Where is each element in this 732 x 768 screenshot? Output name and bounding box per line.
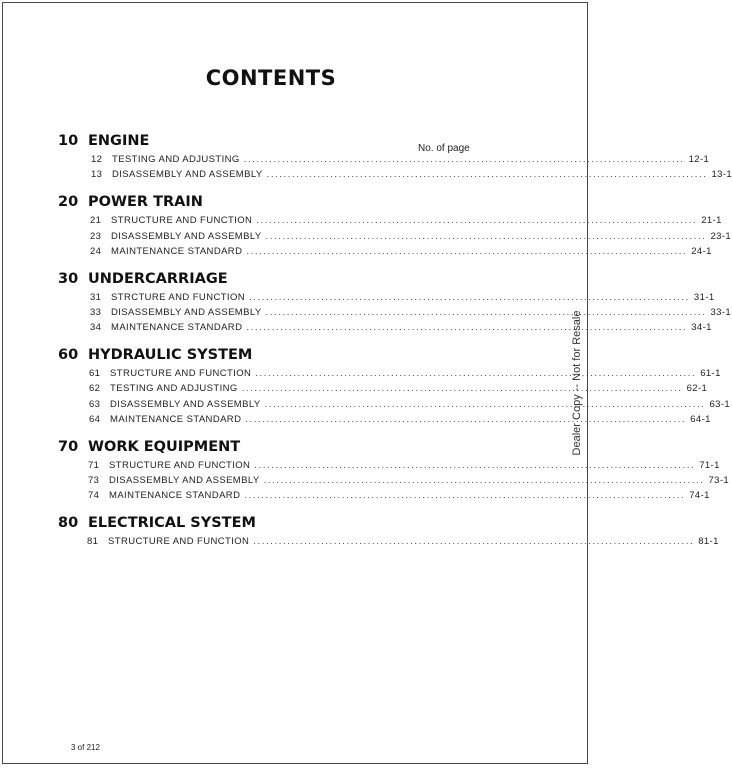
leader-dots: ........................................................................................................ [243,154,685,165]
no-of-page-label: No. of page [418,143,470,154]
leader-dots: ........................................................................................................ [254,460,696,471]
entry-page: 31-1 [693,292,715,303]
leader-dots: ........................................................................................................ [265,307,707,318]
leader-dots: ........................................................................................................ [244,490,686,501]
toc-entry[interactable] [91,169,732,183]
entry-number: 81 [87,536,99,547]
toc-entry[interactable] [89,383,708,397]
toc-entry[interactable] [90,322,712,336]
entry-title: DISASSEMBLY AND ASSEMBLY [111,231,262,242]
entry-page: 13-1 [711,169,732,180]
toc-entry[interactable] [88,475,730,489]
entry-number: 12 [91,154,103,165]
section-number: 70 [58,439,79,455]
entry-number: 31 [90,292,102,303]
entry-number: 74 [88,490,100,501]
section-title: ELECTRICAL SYSTEM [88,515,256,531]
entry-page: 63-1 [709,399,731,410]
entry-number: 21 [90,215,102,226]
entry-number: 64 [89,414,101,425]
section-number: 20 [58,194,79,210]
entry-title: TESTING AND ADJUSTING [112,154,240,165]
leader-dots: ........................................................................................................ [249,292,690,303]
toc-entry[interactable] [90,231,732,245]
entry-number: 34 [90,322,102,333]
leader-dots: ........................................................................................................ [265,231,707,242]
entry-page: 12-1 [688,154,710,165]
section-heading [58,347,253,363]
entry-page: 64-1 [690,414,711,425]
entry-page: 62-1 [686,383,708,394]
dealer-copy-watermark: Dealer Copy -- Not for Resale [571,310,583,456]
entry-title: STRUCTURE AND FUNCTION [110,368,252,379]
leader-dots: ........................................................................................................ [255,368,697,379]
entry-title: STRUCTURE AND FUNCTION [108,536,250,547]
section-title: ENGINE [88,133,150,149]
entry-number: 13 [91,169,103,180]
entry-number: 62 [89,383,101,394]
entry-page: 74-1 [689,490,710,501]
entry-title: TESTING AND ADJUSTING [110,383,238,394]
section-title: WORK EQUIPMENT [88,439,241,455]
section-number: 80 [58,515,79,531]
entry-title: STRUCTURE AND FUNCTION [109,460,251,471]
toc-entry[interactable] [91,154,710,168]
leader-dots: ........................................................................................................ [264,399,706,410]
section-heading [58,439,248,455]
section-heading [58,133,248,149]
entry-page: 21-1 [701,215,722,226]
entry-number: 73 [88,475,100,486]
entry-title: MAINTENANCE STANDARD [109,490,241,501]
toc-entry[interactable] [89,414,711,428]
entry-title: DISASSEMBLY AND ASSEMBLY [111,307,262,318]
entry-number: 71 [88,460,100,471]
entry-page: 81-1 [698,536,719,547]
toc-entry[interactable] [87,536,719,550]
leader-dots: ........................................................................................................ [241,383,683,394]
leader-dots: ........................................................................................................ [266,169,708,180]
toc-entry[interactable] [89,368,721,382]
toc-entry[interactable] [88,460,720,474]
entry-page: 73-1 [708,475,730,486]
entry-page: 71-1 [699,460,720,471]
section-heading [58,194,248,210]
entry-number: 63 [89,399,101,410]
entry-title: DISASSEMBLY AND ASSEMBLY [112,169,263,180]
leader-dots: ........................................................................................................ [253,536,695,547]
entry-number: 23 [90,231,102,242]
entry-page: 33-1 [710,307,732,318]
entry-title: DISASSEMBLY AND ASSEMBLY [110,399,261,410]
entry-page: 23-1 [710,231,732,242]
section-title: POWER TRAIN [88,194,203,210]
entry-page: 34-1 [691,322,712,333]
section-heading [58,271,248,287]
entry-number: 61 [89,368,101,379]
leader-dots: ........................................................................................................ [246,322,688,333]
page-indicator: 3 of 212 [71,743,100,752]
leader-dots: ........................................................................................................ [245,414,687,425]
section-number: 10 [58,133,79,149]
entry-number: 33 [90,307,102,318]
section-heading [58,515,256,531]
toc-entry[interactable] [90,292,715,306]
entry-number: 24 [90,246,102,257]
entry-title: MAINTENANCE STANDARD [111,246,243,257]
section-title: UNDERCARRIAGE [88,271,228,287]
toc-entry[interactable] [90,215,722,229]
toc-entry[interactable] [89,399,731,413]
entry-page: 24-1 [691,246,712,257]
section-number: 30 [58,271,79,287]
toc-entry[interactable] [90,246,712,260]
entry-title: MAINTENANCE STANDARD [110,414,242,425]
page-title: CONTENTS [205,66,337,90]
entry-title: STRUCTURE AND FUNCTION [111,215,253,226]
toc-entry[interactable] [88,490,710,504]
entry-title: MAINTENANCE STANDARD [111,322,243,333]
leader-dots: ........................................................................................................ [263,475,705,486]
toc-entry[interactable] [90,307,732,321]
section-number: 60 [58,347,79,363]
leader-dots: ........................................................................................................ [246,246,688,257]
section-title: HYDRAULIC SYSTEM [88,347,253,363]
entry-title: STRCTURE AND FUNCTION [111,292,246,303]
leader-dots: ........................................................................................................ [256,215,698,226]
entry-title: DISASSEMBLY AND ASSEMBLY [109,475,260,486]
entry-page: 61-1 [700,368,721,379]
